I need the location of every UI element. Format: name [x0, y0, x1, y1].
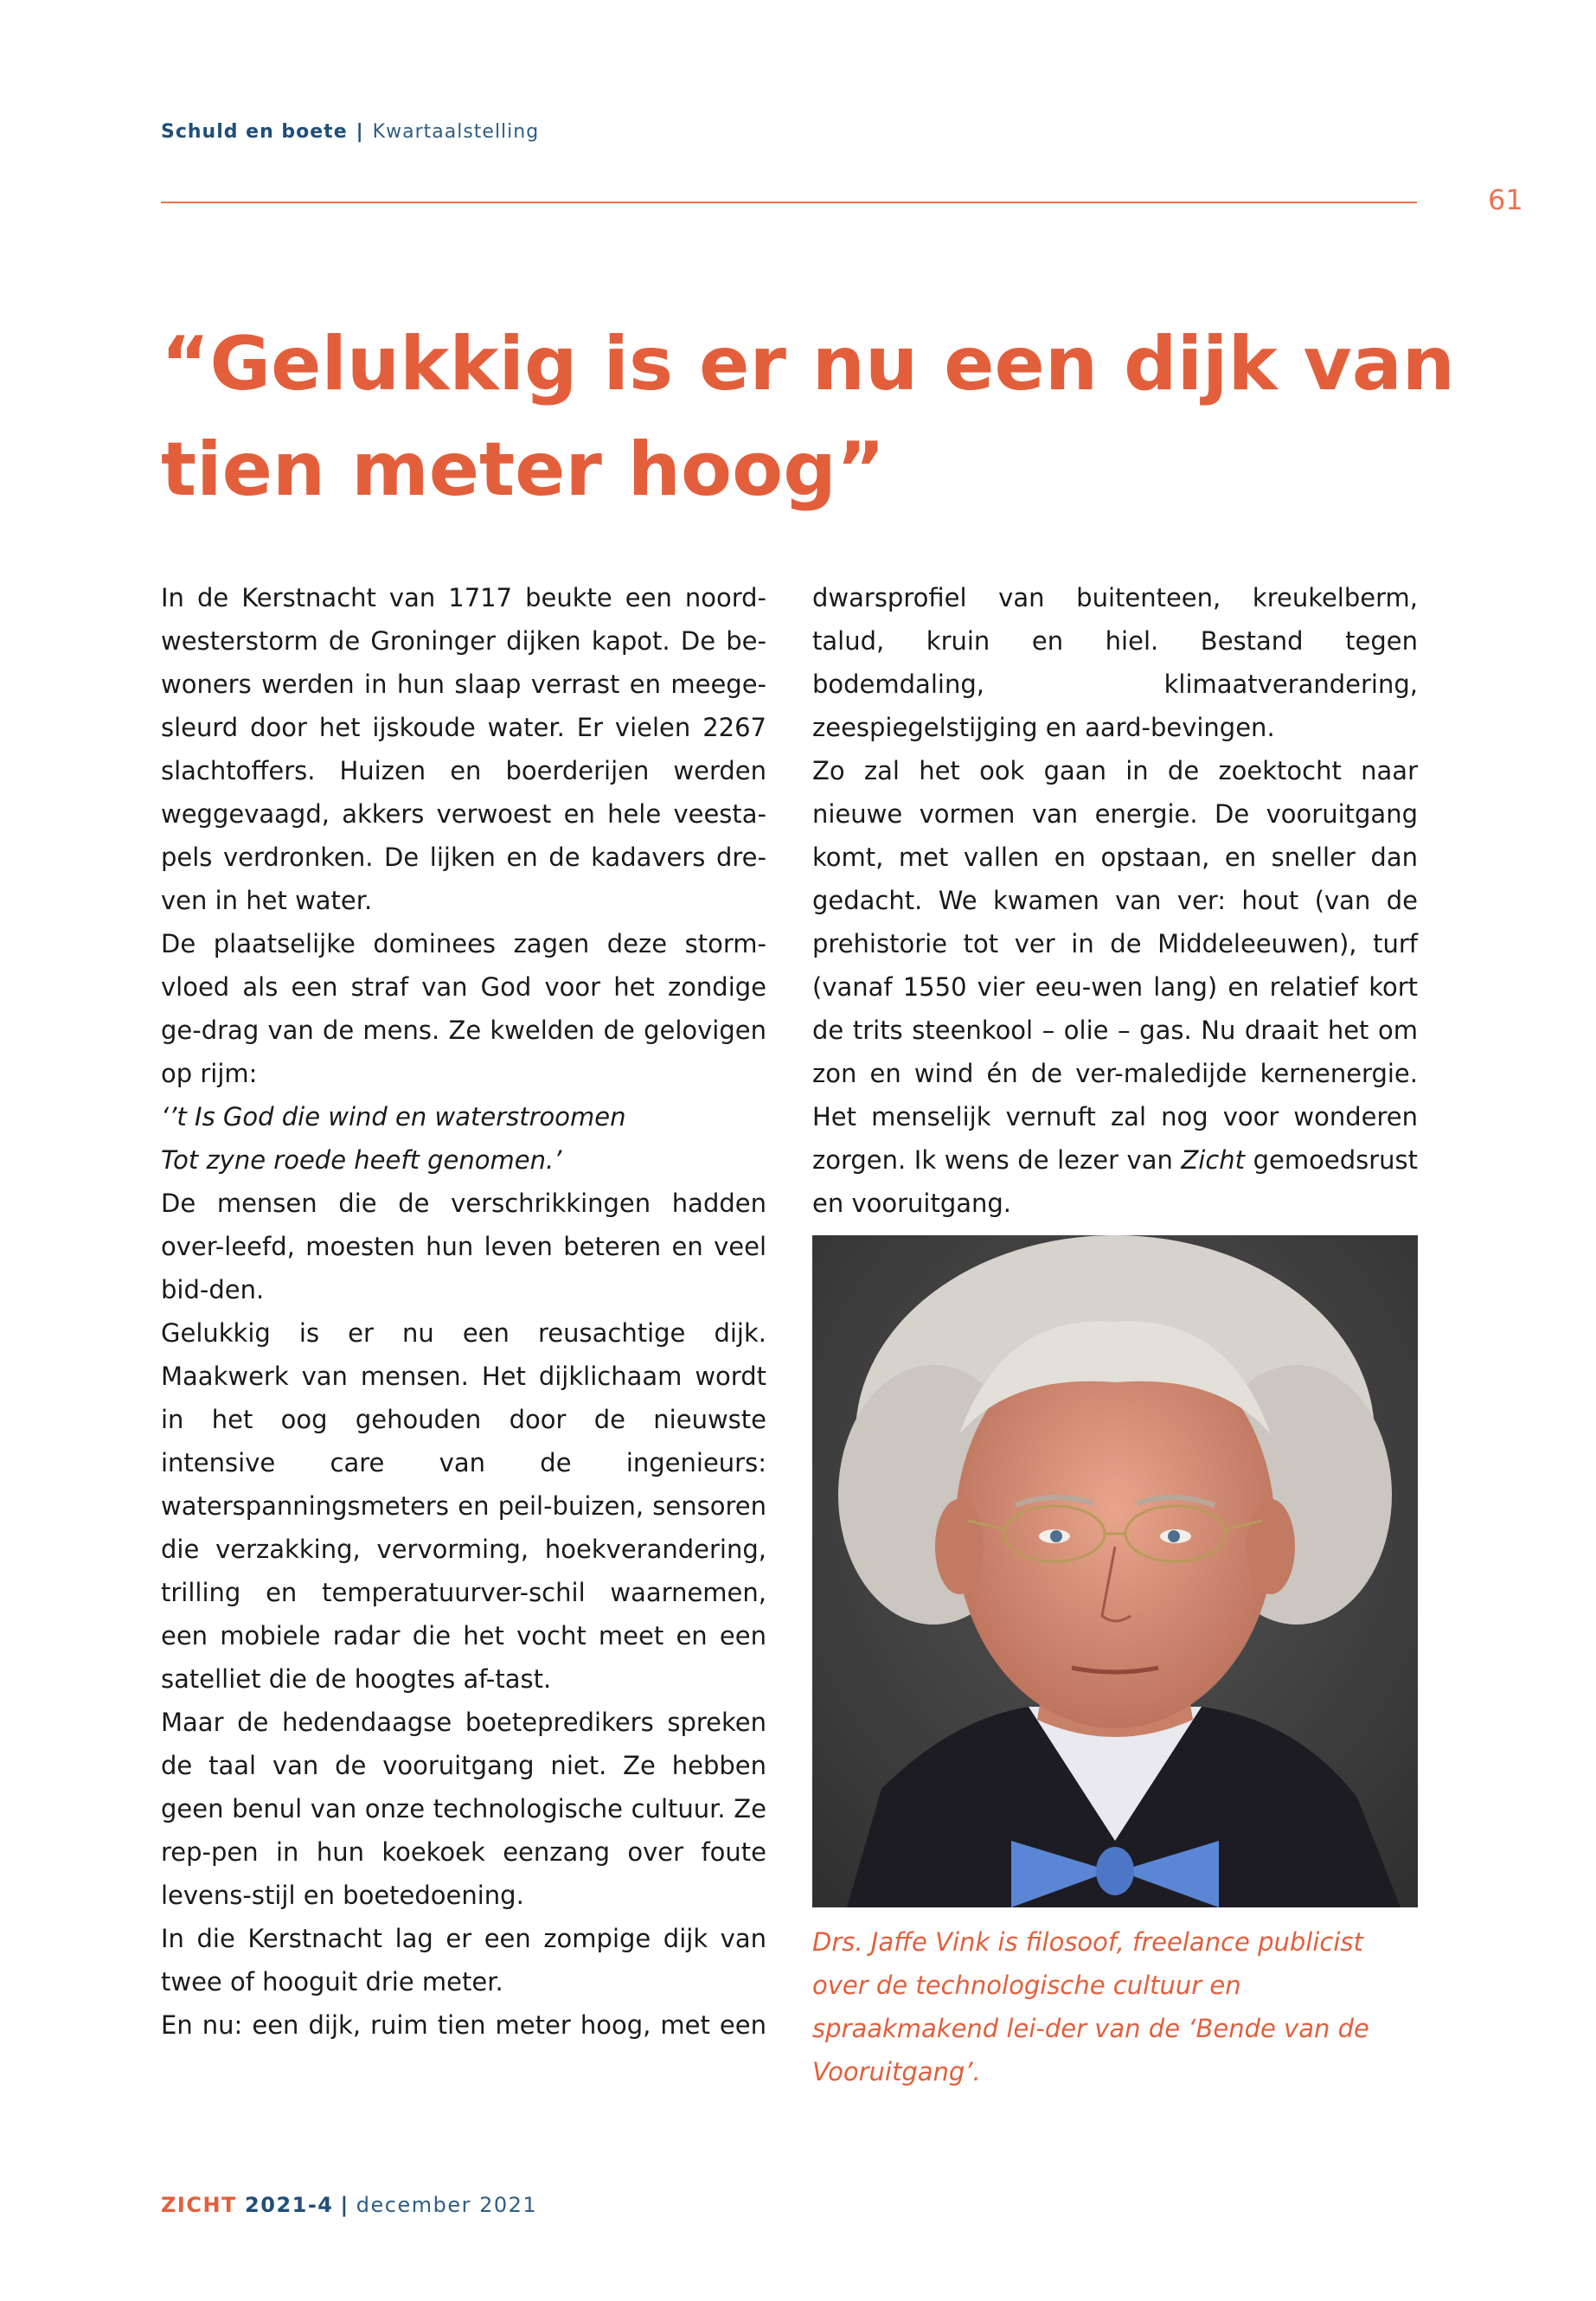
photo-caption: Drs. Jaffe Vink is filosoof, freelance publicist over de technologische cultuur en spraakmakend lei-der van de ‘Bende van de Vooruitgang’.	[812, 1927, 1369, 2086]
paragraph-text: Zo zal het ook gaan in de zoektocht naar nieuwe vormen van energie. De vooruitgang komt, met vallen en opstaan, en sneller dan gedacht. We kwamen van ver: hout (van de prehistorie tot ver in de Middeleeuwen), turf (vanaf 1550 vier eeu-wen lang) en relatief kort de trits steenkool – olie – gas. Nu draait het om zon en wind én de ver-maledijde kernenergie. Het menselijk vernuft zal nog voor wonderen zorgen. Ik wens de lezer van	[812, 756, 1418, 1175]
verse-line: Tot zyne roede heeft genomen.’	[161, 1145, 562, 1175]
footer-separator: |	[340, 2193, 349, 2217]
paragraph: In die Kerstnacht lag er een zompige dijk van twee of hooguit drie meter.	[161, 1924, 766, 1997]
paragraph: In de Kerstnacht van 1717 beukte een noord-westerstorm de Groninger dijken kapot. De be-woners werden in hun slaap verrast en meege-sleurd door het ijskoude water. Er vielen 2267 slachtoffers. Huizen en boerderijen werden weggevaagd, akkers verwoest en hele veesta-pels verdronken. De lijken en de kadavers dre-ven in het water.	[161, 583, 766, 915]
paragraph: Maar de hedendaagse boetepredikers spreken de taal van de vooruitgang niet. Ze hebben geen benul van onze technologische cultuur. Ze rep-pen in hun koekoek eenzang over foute levens-stijl en boetedoening.	[161, 1708, 766, 1910]
category-name: Kwartaalstelling	[372, 121, 540, 143]
article-title: “Gelukkig is er nu een dijk van tien meter hoog”	[161, 321, 1455, 513]
body-column-left	[161, 576, 766, 2047]
paragraph-text: gemoedsrust en vooruitgang.	[812, 1145, 1418, 1218]
issue-date: december 2021	[356, 2193, 538, 2217]
verse-line: ‘’t Is God die wind en waterstroomen	[161, 1102, 626, 1131]
header-rule	[161, 202, 1417, 203]
section-name: Schuld en boete	[161, 121, 348, 143]
header-separator: |	[356, 121, 364, 143]
paragraph: De mensen die de verschrikkingen hadden over-leefd, moesten hun leven beteren en veel bid-den.	[161, 1189, 766, 1304]
body-column-right	[812, 576, 1418, 1225]
issue-number: 2021-4	[245, 2193, 334, 2217]
paragraph: Gelukkig is er nu een reusachtige dijk. Maakwerk van mensen. Het dijklichaam wordt in het oog gehouden door de nieuwste intensive care van de ingenieurs: waterspanningsmeters en peil-buizen, sensoren die verzakking, vervorming, hoekverandering, trilling en temperatuurver-schil waarnemen, een mobiele radar die het vocht meet en een satelliet die de hoogtes af-tast.	[161, 1318, 766, 1694]
magazine-name: ZICHT	[161, 2193, 237, 2217]
paragraph: En nu: een dijk, ruim tien meter hoog, met een	[161, 2010, 766, 2040]
portrait-photo	[812, 1235, 1418, 1907]
paragraph	[812, 749, 1418, 1225]
paragraph: dwarsprofiel van buitenteen, kreukelberm, talud, kruin en hiel. Bestand tegen bodemdaling, klimaatverandering, zeespiegelstijging en aard-bevingen.	[812, 583, 1418, 742]
magazine-name: Zicht	[1181, 1145, 1246, 1175]
running-header	[161, 121, 539, 143]
page-number: 61	[1488, 183, 1523, 216]
page-footer	[161, 2193, 537, 2217]
paragraph: De plaatselijke dominees zagen deze storm-vloed als een straf van God voor het zondige ge-drag van de mens. Ze kwelden de gelovigen op rijm:	[161, 929, 766, 1088]
